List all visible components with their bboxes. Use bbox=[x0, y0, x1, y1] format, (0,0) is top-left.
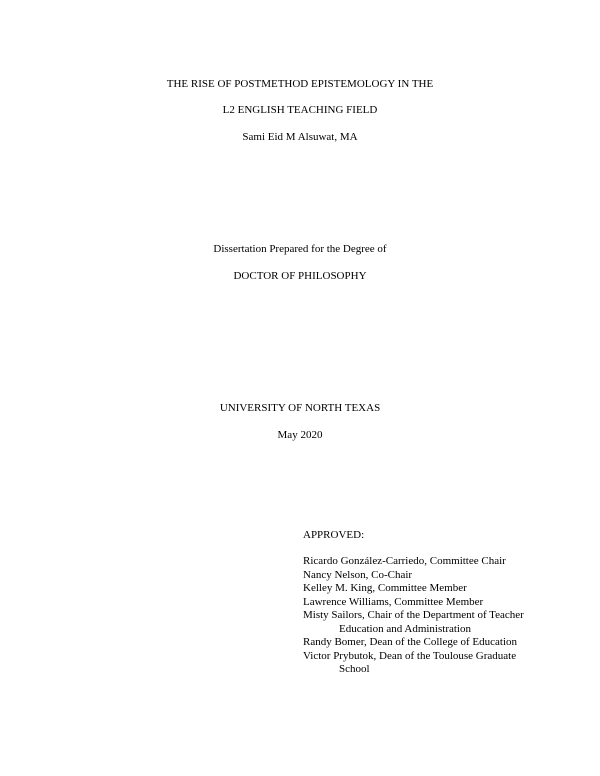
degree-name: DOCTOR OF PHILOSOPHY bbox=[233, 270, 367, 282]
institution-name: UNIVERSITY OF NORTH TEXAS bbox=[219, 402, 381, 414]
committee-member: Misty Sailors, Chair of the Department of Teacher Education and Administration bbox=[303, 609, 524, 635]
title-line-2: L2 ENGLISH TEACHING FIELD bbox=[222, 104, 378, 116]
title-line-1: THE RISE OF POSTMETHOD EPISTEMOLOGY IN THE bbox=[166, 78, 434, 90]
committee-member: Randy Bomer, Dean of the College of Education bbox=[303, 636, 518, 648]
committee-member: Kelley M. King, Committee Member bbox=[303, 582, 467, 594]
submission-date: May 2020 bbox=[277, 429, 323, 441]
committee-member: Victor Prybutok, Dean of the Toulouse Graduate School bbox=[303, 649, 517, 675]
degree-prepared-for: Dissertation Prepared for the Degree of bbox=[213, 243, 387, 255]
author-name: Sami Eid M Alsuwat, MA bbox=[242, 131, 358, 143]
committee-member: Nancy Nelson, Co-Chair bbox=[303, 568, 413, 581]
approved-heading: APPROVED: bbox=[303, 529, 365, 541]
approval-block bbox=[303, 528, 593, 677]
committee-member: Ricardo González-Carriedo, Committee Chair bbox=[303, 555, 506, 567]
committee-member: Lawrence Williams, Committee Member bbox=[303, 595, 484, 608]
committee-list bbox=[303, 555, 593, 677]
